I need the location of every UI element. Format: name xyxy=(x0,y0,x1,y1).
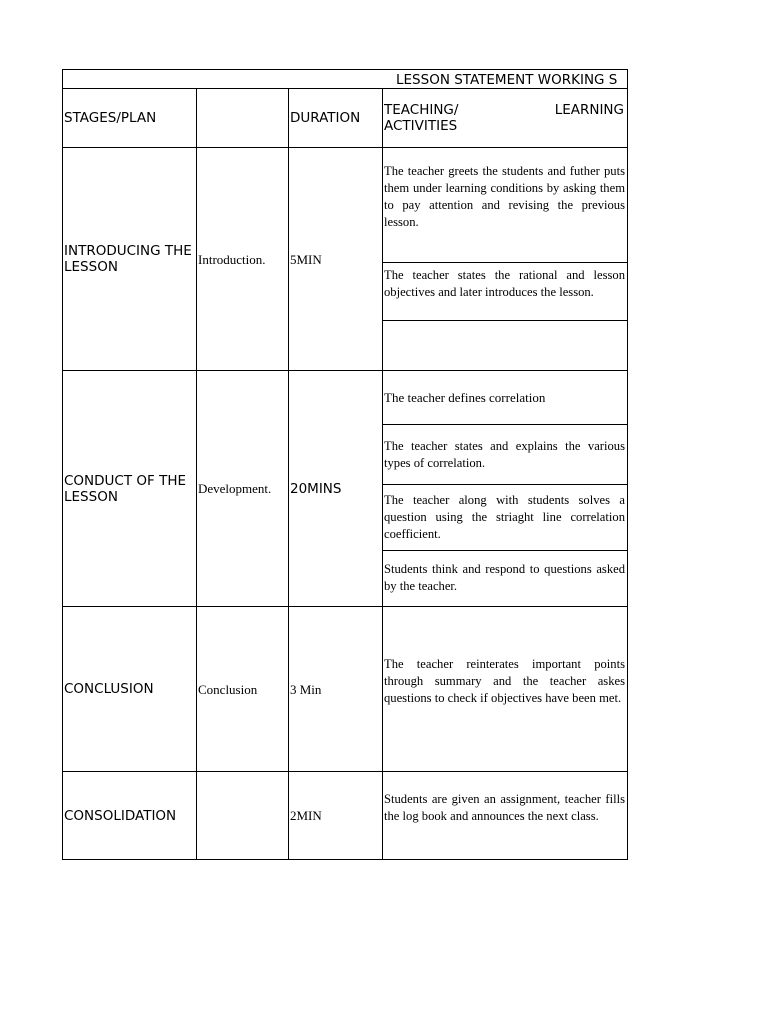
activity-conduct-4: Students think and respond to questions asked by the teacher. xyxy=(384,562,625,593)
header-activities-word1: TEACHING/ xyxy=(384,102,459,118)
column-border xyxy=(382,88,383,860)
activity-intro-1: The teacher greets the students and futher puts them under learning conditions by asking them to pay attention and revising the previous lesson. xyxy=(384,164,625,229)
stage-introducing: INTRODUCING THE LESSON xyxy=(64,243,192,275)
table-right-border xyxy=(627,69,628,860)
activity-divider xyxy=(382,262,628,263)
activity-conduct-2: The teacher states and explains the various types of correlation. xyxy=(384,439,625,470)
duration-consolidation: 2MIN xyxy=(290,808,322,823)
plan-development: Development. xyxy=(198,481,272,496)
activity-conduct-1: The teacher defines correlation xyxy=(384,390,546,405)
duration-conclusion: 3 Min xyxy=(290,681,322,697)
plan-consolidation xyxy=(198,772,288,859)
sheet-title: LESSON STATEMENT WORKING S xyxy=(396,72,618,88)
stage-conduct: CONDUCT OF THE LESSON xyxy=(64,472,187,505)
plan-introduction: Introduction. xyxy=(198,251,266,267)
header-blank xyxy=(198,89,286,147)
plan-conclusion: Conclusion xyxy=(198,681,258,697)
header-duration: DURATION xyxy=(290,110,361,126)
activity-divider xyxy=(382,550,628,551)
table-left-border xyxy=(62,69,63,860)
header-activities-word3: ACTIVITIES xyxy=(384,118,458,134)
duration-development: 20MINS xyxy=(290,480,342,497)
activity-divider xyxy=(382,484,628,485)
lesson-table xyxy=(62,69,628,861)
header-activities-word2: LEARNING xyxy=(554,102,624,118)
lesson-table-grid xyxy=(62,69,628,861)
table-bottom-border xyxy=(62,859,628,860)
header-activities-line1 xyxy=(384,102,624,118)
activity-conduct-3: The teacher along with students solves a question using the striaght line correlation coefficient. xyxy=(384,493,625,541)
header-teaching-learning-activities xyxy=(384,102,624,142)
column-border xyxy=(288,88,289,860)
activity-conclusion-1: The teacher reinterates important points through summary and the teacher askes questions to check if objectives have been met. xyxy=(384,657,625,705)
table-top-border xyxy=(62,69,628,70)
header-stages-plan: STAGES/PLAN xyxy=(64,110,157,126)
activity-divider xyxy=(382,320,628,321)
stage-conclusion: CONCLUSION xyxy=(64,681,154,697)
stage-consolidation: CONSOLIDATION xyxy=(64,807,177,824)
activity-intro-2: The teacher states the rational and lesson objectives and later introduces the lesson. xyxy=(384,268,625,299)
activity-divider xyxy=(382,424,628,425)
activity-consolidation-1: Students are given an assignment, teacher fills the log book and announces the next class. xyxy=(384,792,625,823)
duration-introduction: 5MIN xyxy=(290,251,322,267)
